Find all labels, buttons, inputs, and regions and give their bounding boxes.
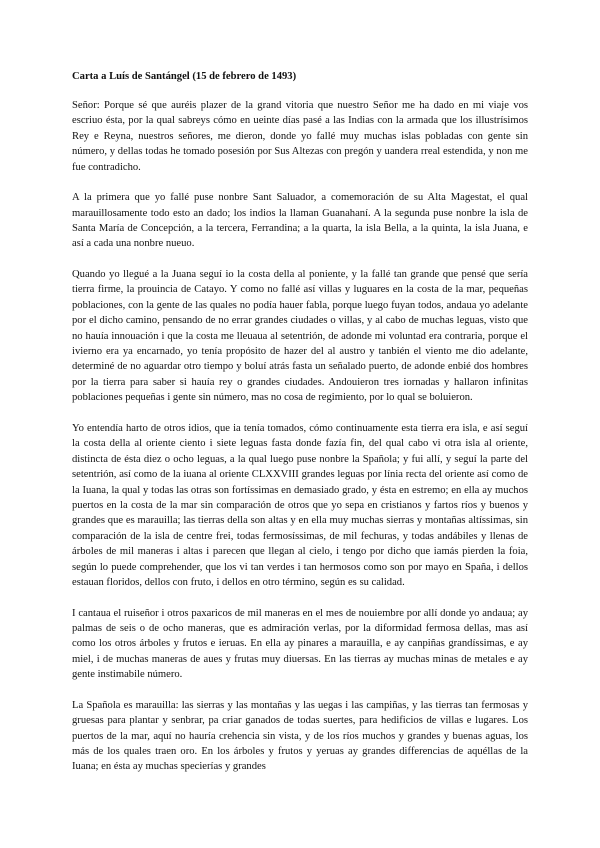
letter-paragraph-3: Quando yo llegué a la Juana seguí io la costa della al poniente, y la fallé tan grande que pensé que sería tierra firme, la prouincia de Catayo. Y como no fallé así villas y luguares en la costa de la mar, pequeñas poblaciones, con la gente de las quales no podía hauer fabla, porque luego fuyan todos, andaua yo adelante por el dicho camino, pensando de no errar grandes ciudades o villas, y al cabo de muchas leguas, visto que no hauía innouación i que la costa me lleuaua al setentrión, de adonde mi voluntad era contraria, porque el ivierno era ya encarnado, yo tenía propósito de hazer del al austro y tanbién el viento me dio adelante, determiné de no aguardar otro tiempo y boluí atrás fasta un señalado puerto, de adonde enbié dos hombres por la tierra para saber si hauía rey o grandes ciudades. Andouieron tres iornadas y hallaron infinitas poblaciones pequeñas i gente sin número, mas no cosa de regimiento, por lo qual se boluieron. <box>72 269 528 404</box>
letter-title: Carta a Luís de Santángel (15 de febrero de 1493) <box>72 71 297 82</box>
letter-paragraph-1: Señor: Porque sé que auréis plazer de la grand vitoria que nuestro Señor me ha dado en mi viaje vos escriuo ésta, por la qual sabreys cómo en ueinte días pasé a las Indias con la armada que los illustrísimos Rey e Reyna, nuestros señores, me dieron, donde yo fallé muy muchas islas pobladas con gente sin número, y dellas todas he tomado posesión por Sus Altezas con pregón y uandera rreal estendida, y non me fue contradicho. <box>72 100 528 173</box>
letter-paragraph-2: A la primera que yo fallé puse nonbre Sant Saluador, a comemoración de su Alta Magestat, el qual marauillosamente todo esto an dado; los indios la llaman Guanahaní. A la segunda puse nonbre la isla de Santa María de Concepción, a la tercera, Ferrandina; a la quarta, la isla Bella, a la quinta, la isla Juana, e así a cada una nonbre nueuo. <box>72 192 528 250</box>
letter-paragraph-6: La Spañola es marauilla: las sierras y las montañas y las uegas i las campiñas, y las tierras tan fermosas y gruesas para plantar y senbrar, pa criar ganados de todas suertes, para hedificios de villas e lugares. Los puertos de la mar, aquí no hauría crehencia sin vista, y de los ríos muchos y grandes y buenas aguas, los más de los quales traen oro. En los árboles y frutos y yeruas ay grandes differencias de aquéllas de la Iuana; en ésta ay muchas specierías y grandes <box>72 699 528 773</box>
letter-paragraph-5: I cantaua el ruiseñor i otros paxaricos de mil maneras en el mes de nouiembre por allí donde yo andaua; ay palmas de seis o de ocho maneras, que es admiración verlas, por la diformidad fermosa dellas, mas así como los otros árboles y frutos e ieruas. En ella ay pinares a marauilla, e ay canpiñas grandíssimas, e ay miel, i de muchas maneras de aues y frutas muy diuersas. En las tierras ay muchas minas de metales e ay gente instimabile número. <box>72 607 528 681</box>
letter-paragraph-4: Yo entendía harto de otros idios, que ia tenía tomados, cómo continuamente esta tierra era isla, e así seguí la costa della al oriente ciento i siete leguas fasta donde fazía fin, del qual cabo vi otra isla al oriente, distincta de ésta diez o ocho leguas, a la qual luego puse nonbre la Spañola; y fui allí, y seguí la parte del setentrión, así como de la iuana al oriente CLXXVIII grandes leguas por línia recta del oriente así como de la Iuana, la qual y todas las otras son fortíssimas en demasiado grado, y ésta en estremo; en ella ay muchos puertos en la costa de la mar sin comparación de otros que yo sepa en cristianos y fartos ríos y buenos y grandes que es marauilla; las tierras della son altas y en ella muy muchas sierras y montañas altíssimas, sin comparación de la isla de centre frei, todas fermosíssimas, de mil fechuras, y todas andábiles y llenas de árboles de mil maneras i altas i parecen que llegan al cielo, i tengo por dicho que iamás pierden la foia, según lo puede comprehender, que los vi tan verdes i tan hermosos como son por mayo en Spaña, i dellos estauan floridos, dellos con fruto, i dellos en otro término, según es su calidad. <box>72 422 528 588</box>
letter-page <box>72 70 528 790</box>
